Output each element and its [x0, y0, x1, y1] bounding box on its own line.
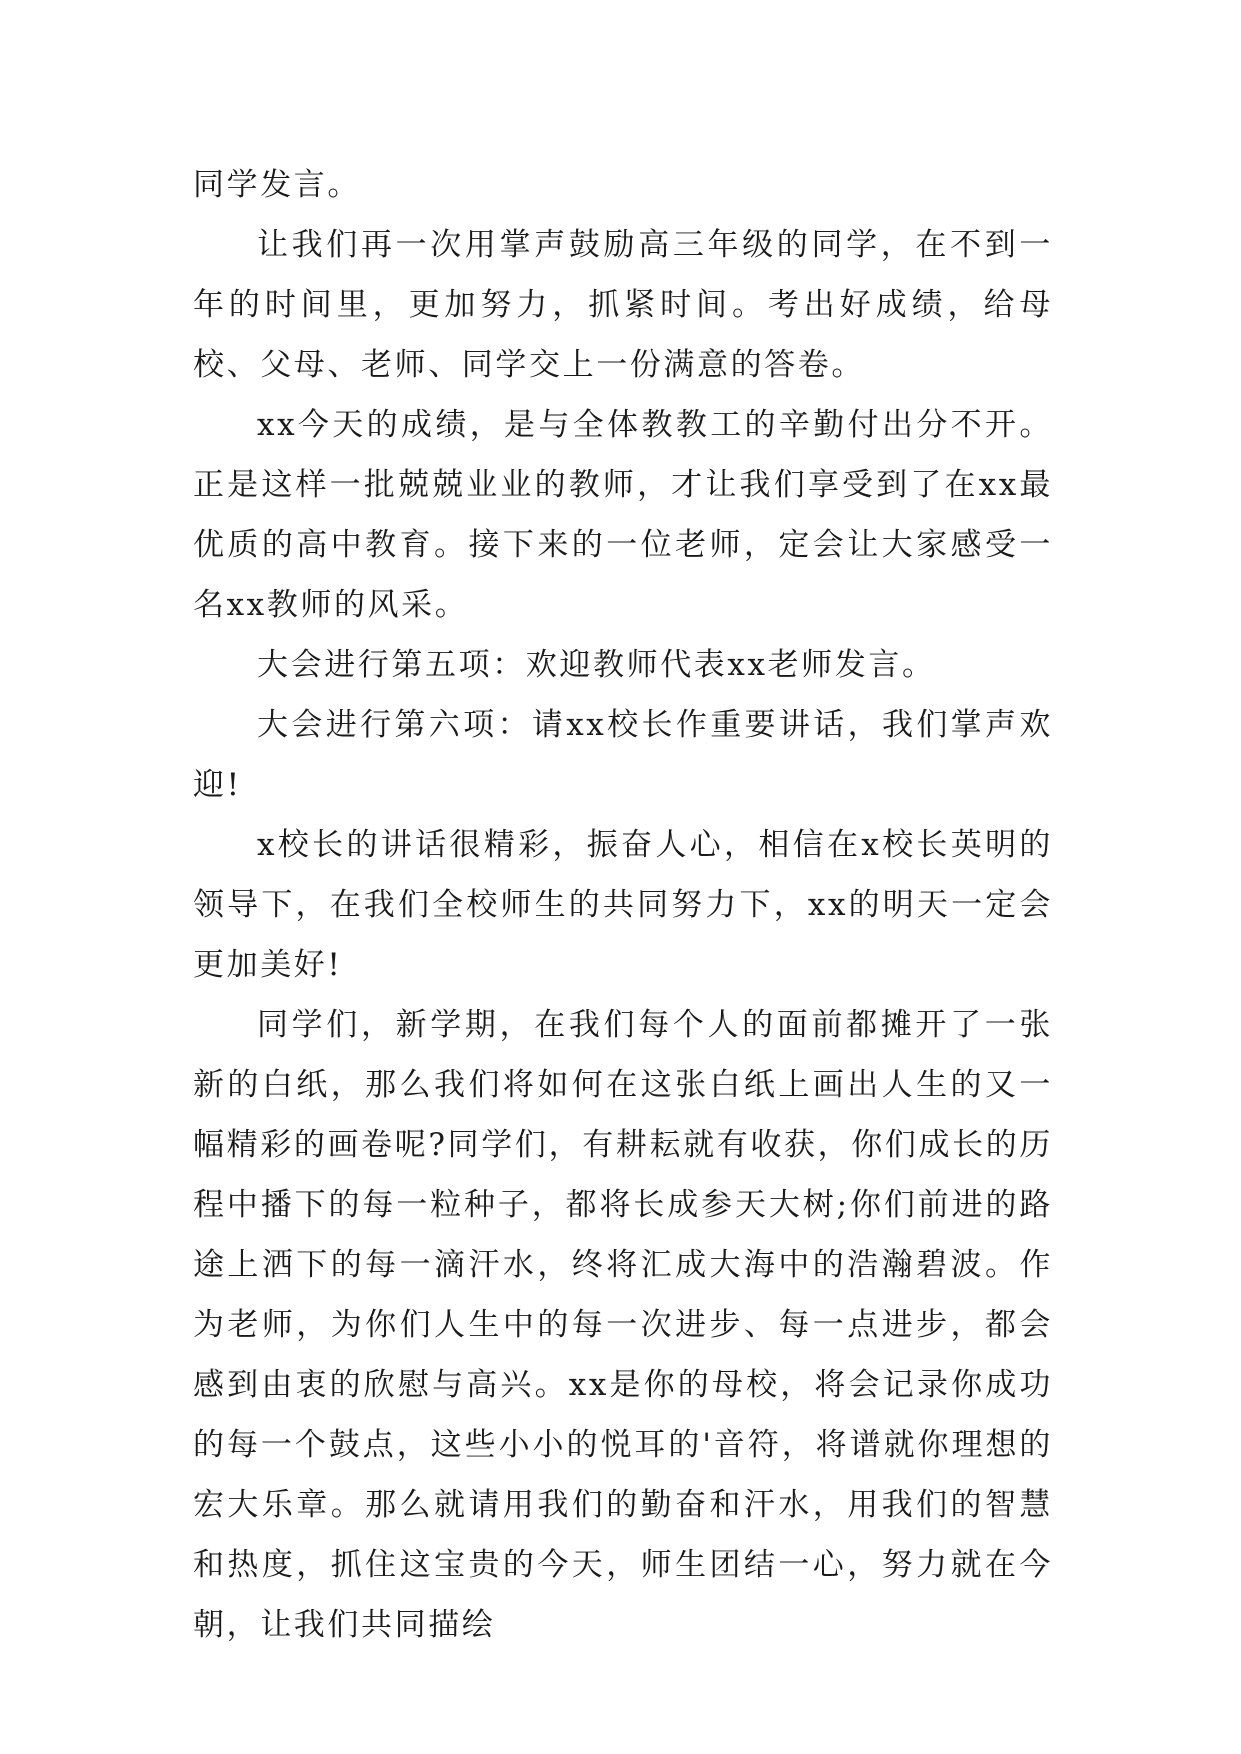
paragraph-agenda-item-five: 大会进行第五项：欢迎教师代表xx老师发言。 [257, 647, 936, 683]
paragraph-continuation: 同学发言。 [193, 167, 361, 203]
paragraph-principal-speech-remark: x校长的讲话很精彩，振奋人心，相信在x校长英明的领导下，在我们全校师生的共同努力下，xx的明天一定会更加美好! [193, 827, 1053, 983]
paragraph-agenda-item-six: 大会进行第六项：请xx校长作重要讲话，我们掌声欢迎! [193, 707, 1053, 803]
paragraph-teachers-contribution: xx今天的成绩，是与全体教教工的辛勤付出分不开。正是这样一批兢兢业业的教师，才让我们享受到了在xx最优质的高中教育。接下来的一位老师，定会让大家感受一名xx教师的风采。 [193, 407, 1053, 623]
paragraph-new-semester: 同学们，新学期，在我们每个人的面前都摊开了一张新的白纸，那么我们将如何在这张白纸上画出人生的又一幅精彩的画卷呢?同学们，有耕耘就有收获，你们成长的历程中播下的每一粒种子，都将长成参天大树;你们前进的路途上洒下的每一滴汗水，终将汇成大海中的浩瀚碧波。作为老师，为你们人生中的每一次进步、每一点进步，都会感到由衷的欣慰与高兴。xx是你的母校，将会记录你成功的每一个鼓点，这些小小的悦耳的'音符，将谱就你理想的宏大乐章。那么就请用我们的勤奋和汗水，用我们的智慧和热度，抓住这宝贵的今天，师生团结一心，努力就在今朝，让我们共同描绘 [193, 1007, 1053, 1643]
document-body [193, 155, 1053, 1655]
paragraph-encourage-seniors: 让我们再一次用掌声鼓励高三年级的同学，在不到一年的时间里，更加努力，抓紧时间。考出好成绩，给母校、父母、老师、同学交上一份满意的答卷。 [193, 227, 1053, 383]
